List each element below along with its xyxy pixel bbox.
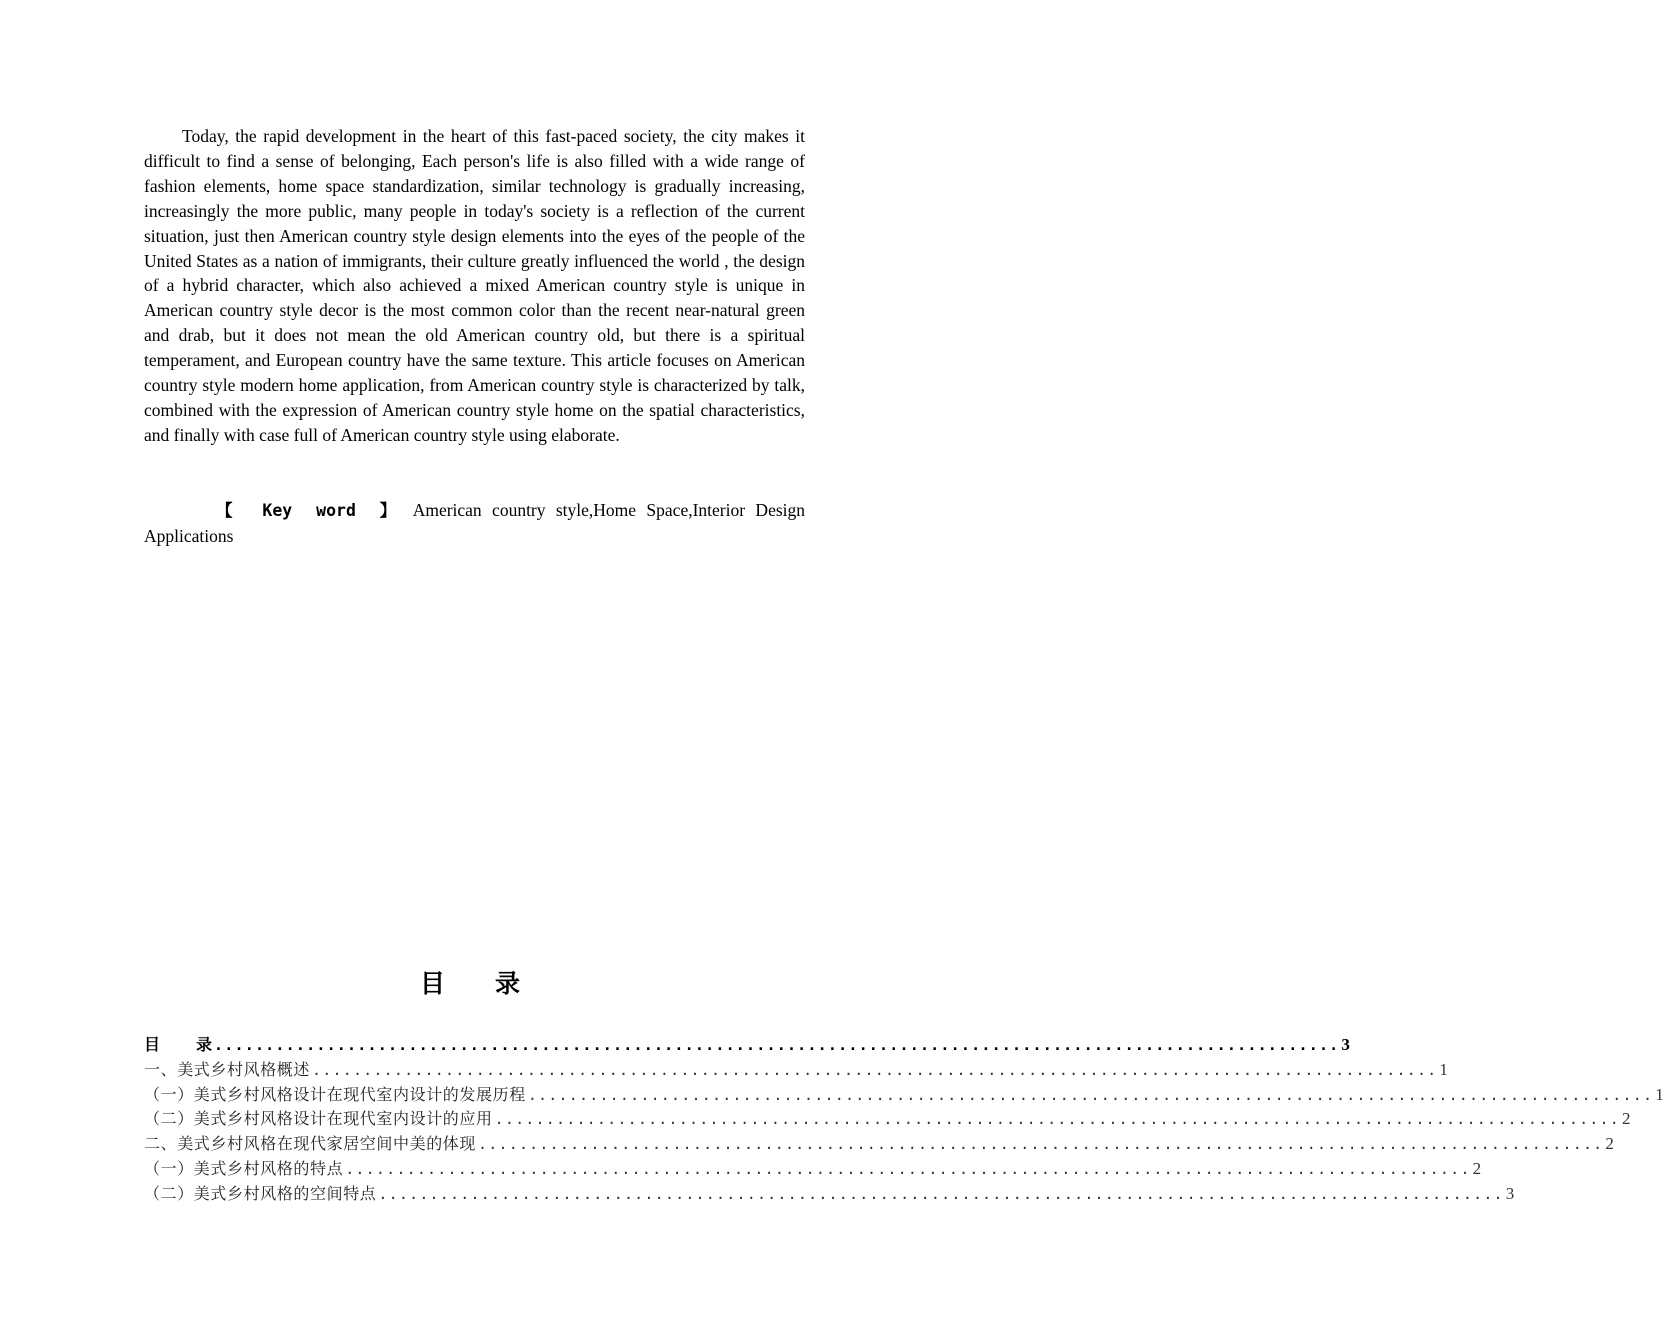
toc-entry-label: （二）美式乡村风格的空间特点: [144, 1183, 377, 1203]
toc-dot-leader: ..............................................................................................................: [527, 1085, 1654, 1104]
toc-entry[interactable]: [144, 1033, 1350, 1058]
toc-entry-label: 一、美式乡村风格概述: [144, 1059, 311, 1079]
toc-entry[interactable]: [144, 1157, 1482, 1182]
toc-entry-label: 目 录: [144, 1035, 213, 1054]
toc-entry[interactable]: [144, 1132, 1614, 1157]
toc-dot-leader: ..............................................................................................................: [378, 1184, 1504, 1203]
toc-entry-label: （二）美式乡村风格设计在现代室内设计的应用: [144, 1109, 493, 1129]
toc-page-number: 2: [1472, 1158, 1482, 1178]
toc-dot-leader: ..............................................................................................................: [478, 1135, 1604, 1154]
toc-entry[interactable]: [144, 1058, 1448, 1083]
toc-page-number: 2: [1605, 1134, 1614, 1154]
abstract-paragraph: Today, the rapid development in the heart of this fast-paced society, the city makes it difficult to find a sense of belonging, Each person's life is also filled with a wide range of fashion elements, home space standardization, similar technology is gradually increasing, increasingly the more public, many people in today's society is a reflection of the current situation, just then American country style design elements into the eyes of the people of the United States as a nation of immigrants, their culture greatly influenced the world , the design of a hybrid character, which also achieved a mixed American country style is unique in American country style decor is the most common color than the recent near-natural green and drab, but it does not mean the old American country old, but there is a spiritual temperament, and European country have the same texture. This article focuses on American country style modern home application, from American country style is characterized by talk, combined with the expression of American country style home on the spatial characteristics, and finally with case full of American country style using elaborate.: [144, 126, 805, 445]
toc-dot-leader: ..............................................................................................................: [494, 1110, 1620, 1129]
toc-dot-leader: ..............................................................................................................: [214, 1036, 1340, 1054]
toc-dot-leader: ..............................................................................................................: [312, 1060, 1438, 1079]
toc-page-number: 3: [1505, 1183, 1515, 1203]
toc-entry[interactable]: [144, 1083, 1664, 1108]
toc-page-number: 3: [1341, 1035, 1350, 1054]
toc-page-number: 1: [1655, 1084, 1664, 1104]
toc-page-number: 2: [1622, 1109, 1631, 1129]
toc-page-number: 1: [1439, 1059, 1448, 1079]
keywords-label: 【 Key word 】: [216, 501, 403, 520]
toc-entry[interactable]: [144, 1107, 1631, 1132]
keywords-paragraph: [144, 498, 805, 549]
toc-entry-label: （一）美式乡村风格的特点: [144, 1158, 344, 1178]
table-of-contents: [144, 1033, 1664, 1207]
toc-entry[interactable]: [144, 1182, 1515, 1207]
toc-dot-leader: ..............................................................................................................: [345, 1159, 1471, 1178]
toc-title: 目录: [419, 969, 570, 998]
toc-entry-label: 二、美式乡村风格在现代家居空间中美的体现: [144, 1134, 477, 1154]
keywords-text: American country style,Home Space,Interior Design Applications: [144, 500, 806, 546]
toc-entry-label: （一）美式乡村风格设计在现代室内设计的发展历程: [144, 1084, 526, 1104]
